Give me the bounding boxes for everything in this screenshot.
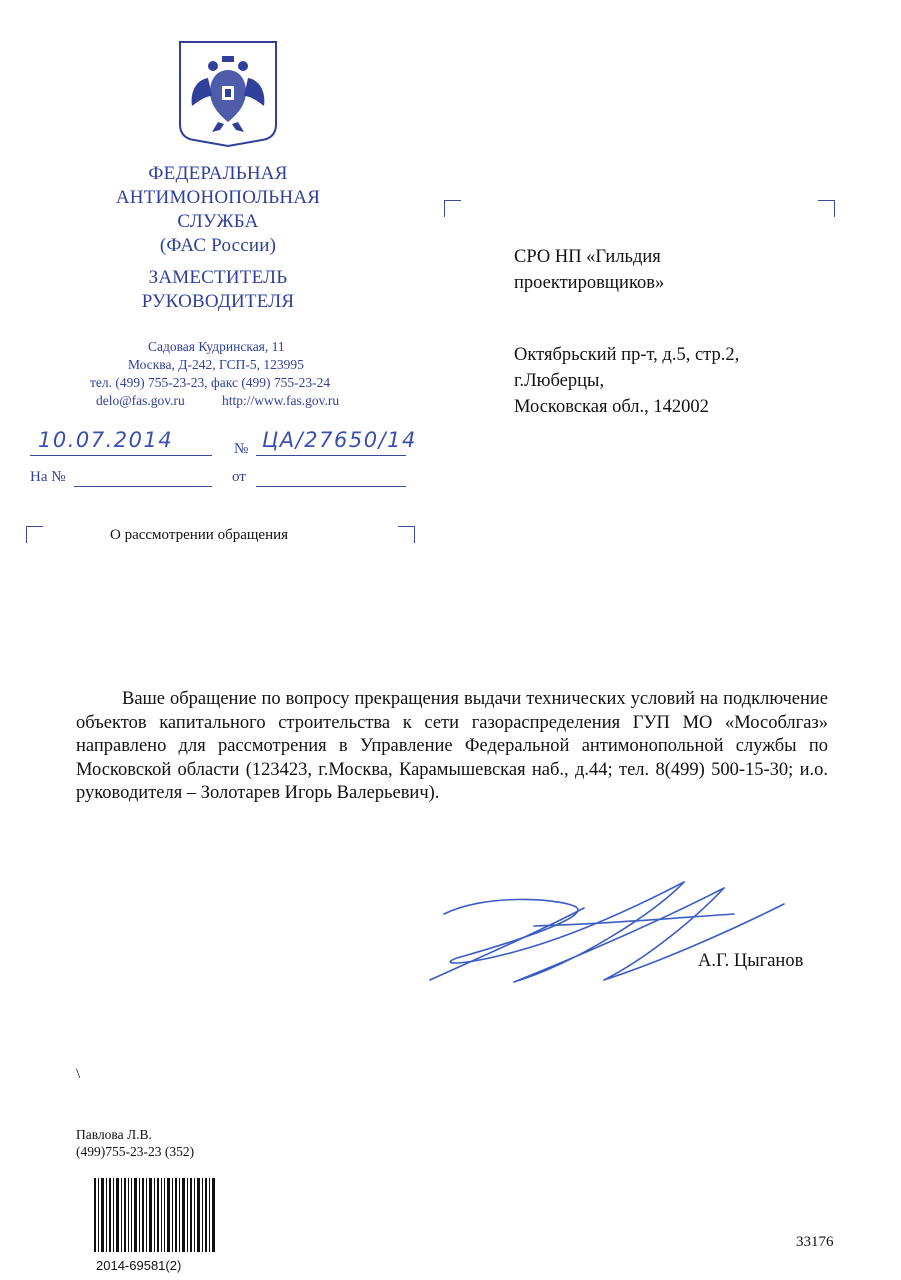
russian-double-headed-eagle-icon bbox=[178, 40, 278, 148]
registration-number: ЦА/27650/14 bbox=[262, 428, 417, 452]
number-underline bbox=[256, 455, 406, 456]
page-code: 33176 bbox=[796, 1234, 834, 1250]
ref-label: На № bbox=[30, 469, 66, 485]
subject-corner-right bbox=[398, 526, 415, 543]
org-address-line-1: Садовая Кудринская, 11 bbox=[148, 339, 285, 354]
date-underline bbox=[30, 455, 212, 456]
subject-corner-left bbox=[26, 526, 43, 543]
ref-underline bbox=[74, 486, 212, 487]
number-label: № bbox=[234, 441, 249, 457]
org-name-line-3: СЛУЖБА bbox=[177, 211, 259, 232]
subject-line: О рассмотрении обращения bbox=[110, 527, 289, 543]
signatory-name: А.Г. Цыганов bbox=[698, 951, 804, 971]
org-name-line-4: (ФАС России) bbox=[159, 235, 277, 256]
document-code: 2014-69581(2) bbox=[96, 1258, 182, 1273]
from-label: от bbox=[232, 469, 246, 485]
recipient-address-line-1: Октябрьский пр-т, д.5, стр.2, bbox=[514, 345, 740, 365]
recipient-address-line-3: Московская обл., 142002 bbox=[514, 397, 709, 417]
registration-date: 10.07.2014 bbox=[38, 428, 174, 452]
letter-body-paragraph: Ваше обращение по вопросу прекращения выдачи технических условий на подключение объектов капитального строительства к сети газораспределения ГУП МО «Мособлгаз» направлено для рассмотрения в Управление Федеральной антимонопольной службы по Московской области (123423, г.Москва, Карамышевская наб., д.44; тел. 8(499) 500-15-30; и.о. руководителя – Золотарев Игорь Валерьевич). bbox=[76, 689, 828, 803]
recipient-corner-right bbox=[818, 200, 835, 217]
executor-phone: (499)755-23-23 (352) bbox=[76, 1144, 195, 1159]
recipient-address-line-2: г.Люберцы, bbox=[514, 371, 605, 391]
from-underline bbox=[256, 486, 406, 487]
position-line-2: РУКОВОДИТЕЛЯ bbox=[141, 291, 295, 312]
org-name-line-2: АНТИМОНОПОЛЬНАЯ bbox=[115, 187, 321, 208]
org-address-line-2: Москва, Д-242, ГСП-5, 123995 bbox=[128, 357, 304, 372]
position-line-1: ЗАМЕСТИТЕЛЬ bbox=[148, 267, 288, 288]
recipient-name-line-2: проектировщиков» bbox=[514, 273, 665, 293]
executor-name: Павлова Л.В. bbox=[76, 1127, 152, 1142]
recipient-corner-left bbox=[444, 200, 461, 217]
org-email: delo@fas.gov.ru bbox=[96, 393, 185, 408]
slash-mark: \ bbox=[76, 1066, 81, 1082]
barcode-icon bbox=[94, 1178, 216, 1252]
recipient-name-line-1: СРО НП «Гильдия bbox=[514, 247, 661, 267]
org-name-line-1: ФЕДЕРАЛЬНАЯ bbox=[148, 163, 288, 184]
org-website: http://www.fas.gov.ru bbox=[222, 393, 340, 408]
org-phone-line: тел. (499) 755-23-23, факс (499) 755-23-24 bbox=[90, 375, 331, 390]
